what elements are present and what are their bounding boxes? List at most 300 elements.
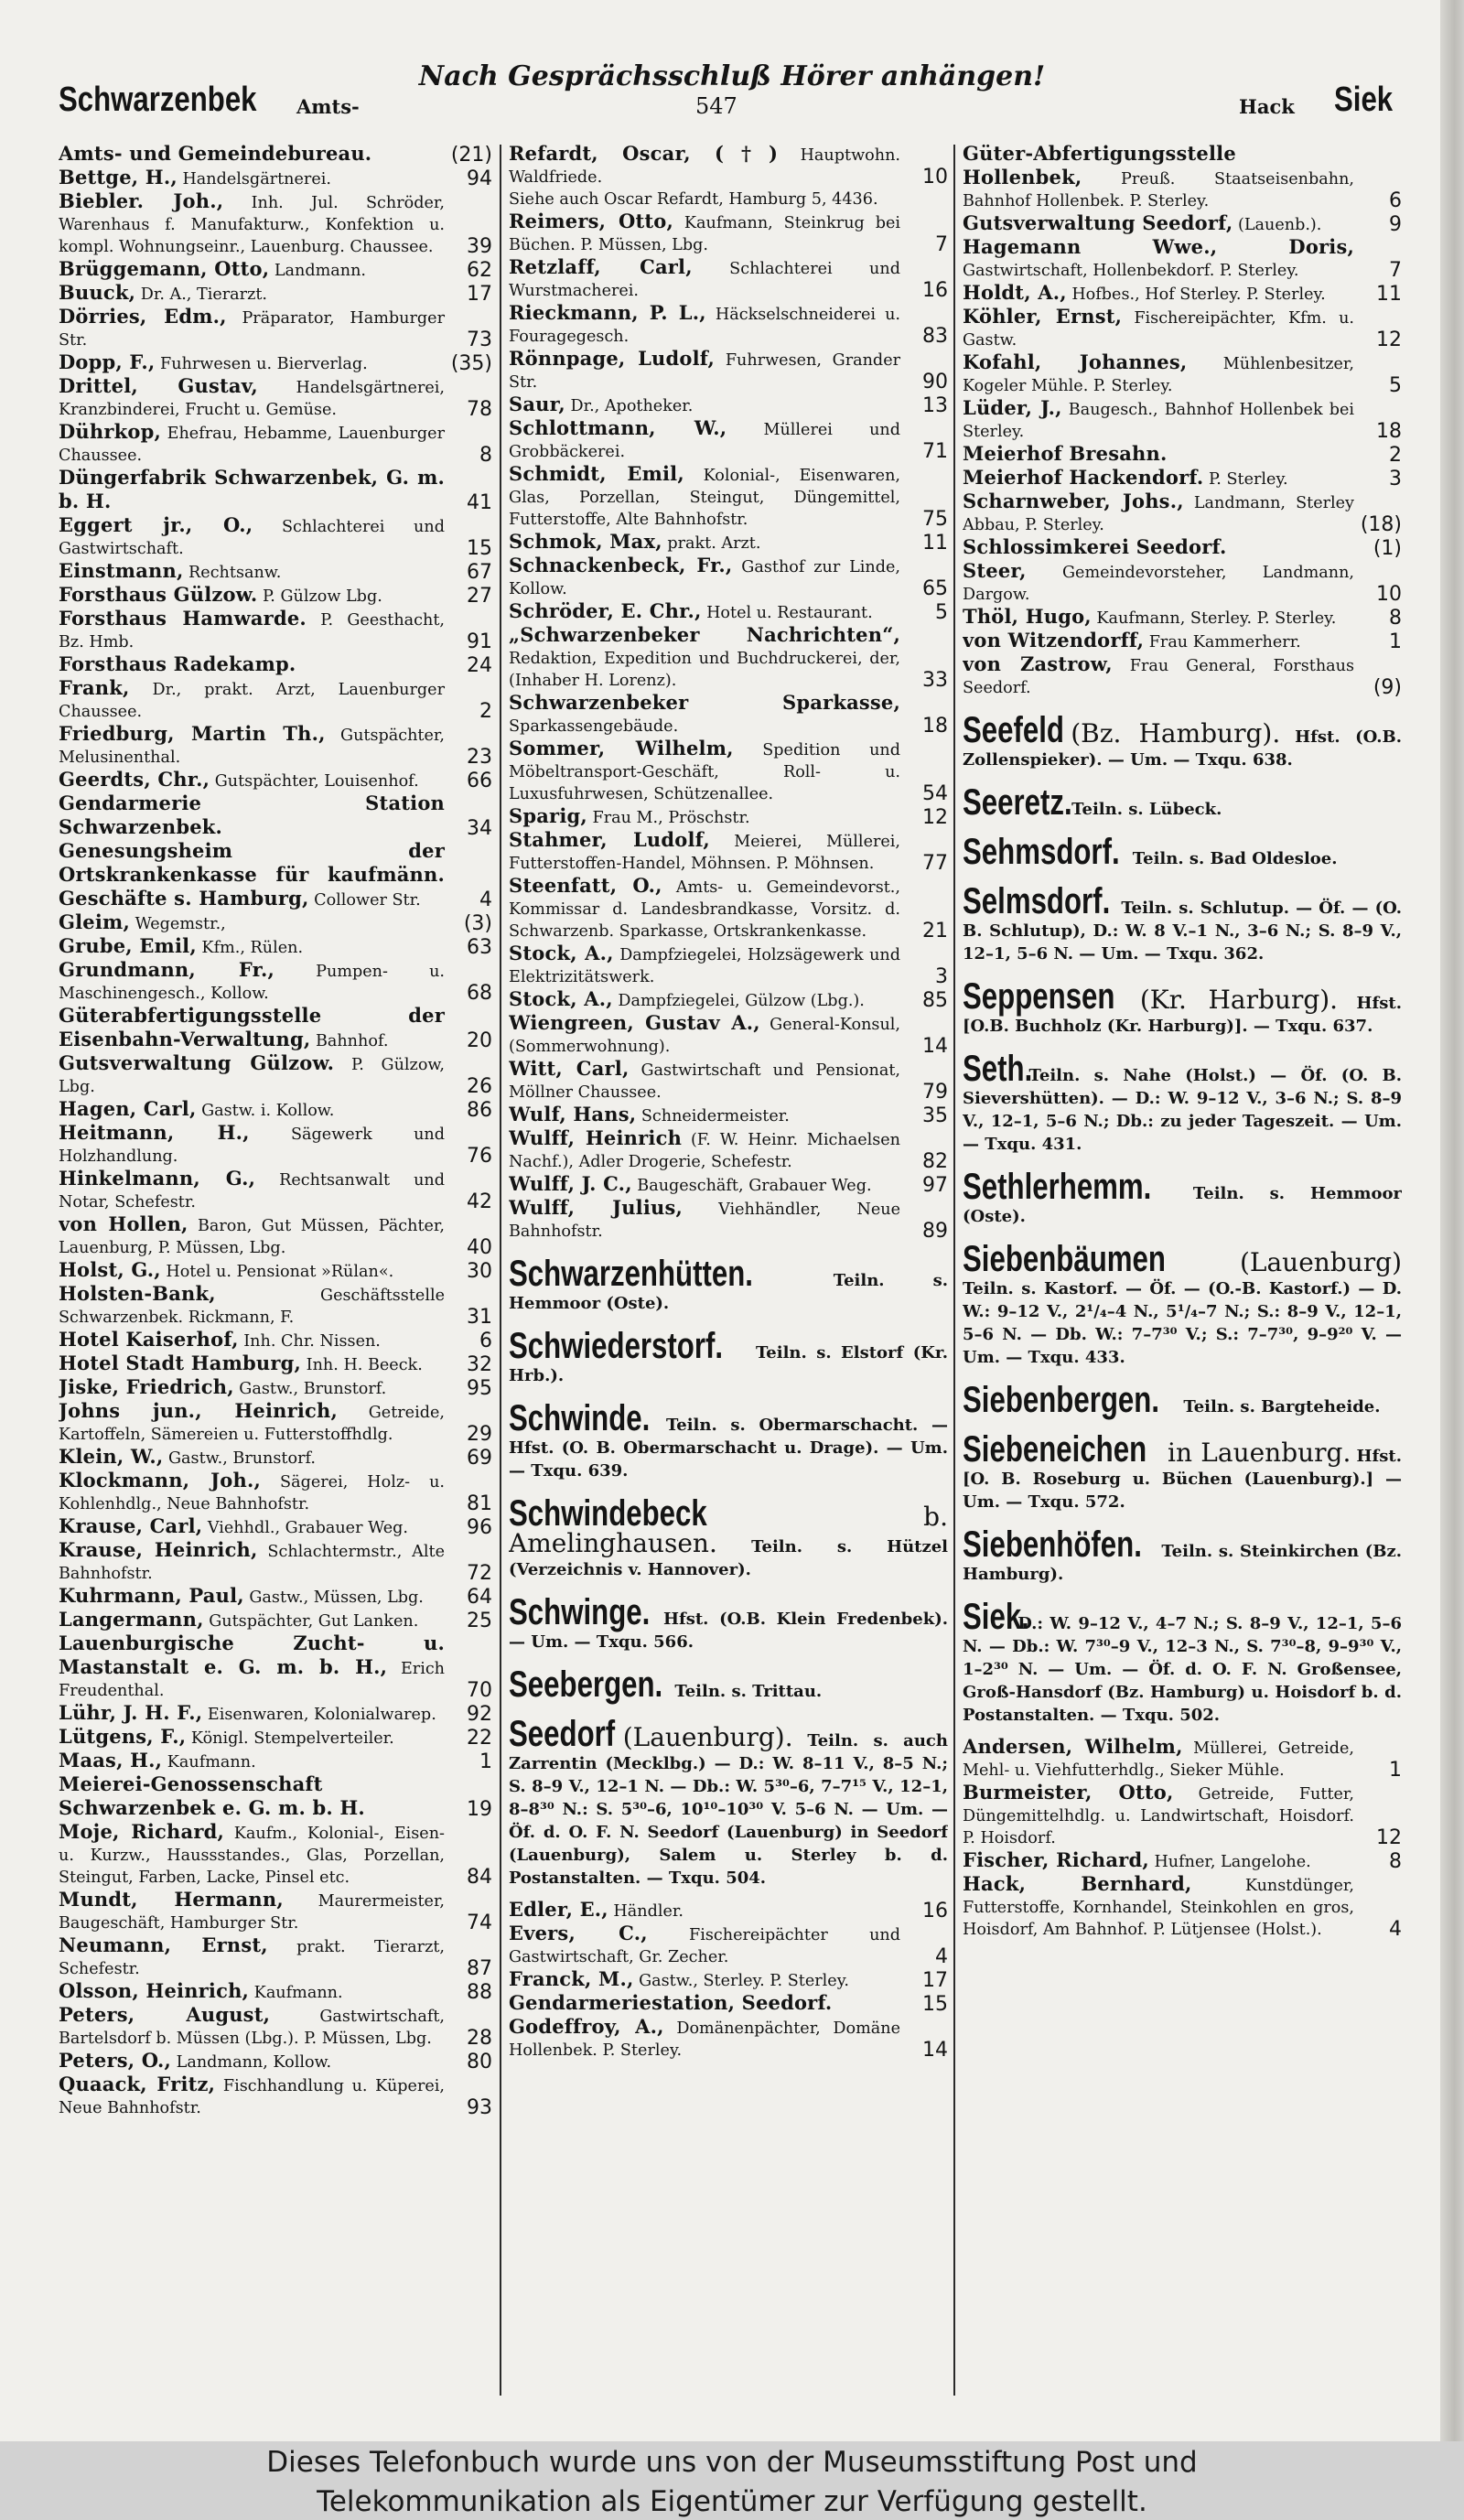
- phone-number: 77: [922, 852, 948, 875]
- subscriber-name: Kuhrmann, Paul,: [59, 1584, 244, 1607]
- subscriber-name: Wulf, Hans,: [509, 1103, 637, 1125]
- subscriber-details: Präparator, Hamburger Str.: [59, 309, 445, 350]
- column-2: [509, 143, 948, 2403]
- subscriber-name: Gutsverwaltung Seedorf,: [963, 211, 1233, 234]
- header-left-amt: Amts-: [296, 95, 360, 118]
- place-name: Seppensen: [963, 976, 1115, 1017]
- phone-number: 21: [922, 920, 948, 942]
- listing-entry: [59, 514, 492, 560]
- subscriber-details: Kunstdünger, Futterstoffe, Kornhandel, Steinkohlen en gros, Hoisdorf, Am Bahnhof. P. Lütjensee (Holst.).: [963, 1877, 1354, 1939]
- listing-entry: [509, 2016, 948, 2062]
- place-name: Schwinge.: [509, 1592, 651, 1632]
- place-heading: [509, 1326, 948, 1387]
- place-heading: [509, 1254, 948, 1315]
- subscriber-name: Genesungsheim der Ortskrankenkasse für kaufmänn. Geschäfte s. Hamburg,: [59, 839, 445, 910]
- page-header: [0, 0, 1464, 137]
- subscriber-name: Schnackenbeck, Fr.,: [509, 554, 733, 576]
- subscriber-details: Kaufmann.: [167, 1753, 256, 1772]
- listing-entry: [509, 210, 948, 256]
- place-name: Selmsdorf.: [963, 881, 1111, 921]
- phone-number: 6: [479, 1330, 492, 1352]
- phone-number: 54: [922, 782, 948, 805]
- listing-entry: [59, 1609, 492, 1632]
- subscriber-name: Rönnpage, Ludolf,: [509, 347, 716, 370]
- listing-entry: [509, 1899, 948, 1922]
- phone-number: 1: [1389, 1759, 1402, 1782]
- subscriber-name: Steer,: [963, 559, 1027, 582]
- subscriber-details: Gastw., Brunstorf.: [239, 1380, 387, 1398]
- subscriber-name: Düngerfabrik Schwarzenbek, G. m. b. H.: [59, 466, 445, 512]
- phone-number: (18): [1360, 513, 1402, 536]
- subscriber-name: Wulff, Heinrich: [509, 1126, 683, 1149]
- phone-number: 8: [1389, 1850, 1402, 1873]
- place-name: Sehmsdorf.: [963, 832, 1120, 872]
- phone-number: 79: [922, 1081, 948, 1104]
- phone-number: 97: [922, 1174, 948, 1197]
- subscriber-name: Hotel Stadt Hamburg,: [59, 1352, 302, 1374]
- phone-number: 27: [467, 585, 492, 608]
- subscriber-details: Maurermeister, Baugeschäft, Hamburger Str.: [59, 1892, 446, 1933]
- listing-entry: [509, 988, 948, 1012]
- place-service-info: Teiln. s. Kastorf. — Öf. — (O.-B. Kastorf.) — D. W.: 9–12 V., 2¹/₄–4 N., 5¹/₄–7 N.; S.: 8–9 V., 12–1, 5–6 N. — Db. W.: 7–7³⁰ V.; S.: 7–7³⁰, 9–9²⁰ V. — Um. — Txqu. 433.: [963, 1279, 1402, 1367]
- listing-entry: [59, 911, 492, 935]
- place-heading: [963, 710, 1402, 771]
- subscriber-details: Sägewerk und Holzhandlung.: [59, 1125, 446, 1166]
- listing-entry: [509, 1012, 948, 1058]
- subscriber-name: Schröder, E. Chr.,: [509, 599, 702, 622]
- listing-group: [963, 1736, 1402, 1941]
- phone-number: 78: [467, 398, 492, 421]
- phone-number: 3: [935, 965, 948, 988]
- phone-number: 89: [922, 1220, 948, 1243]
- place-service-info: Teiln. s. Bargteheide.: [1183, 1397, 1381, 1416]
- listing-entry: [59, 375, 492, 421]
- place-name: Siebenhöfen.: [963, 1524, 1142, 1565]
- subscriber-name: Lüder, J.,: [963, 396, 1062, 419]
- listing-entry: [963, 143, 1402, 212]
- listing-entry: [59, 1934, 492, 1980]
- phone-number: 28: [467, 2027, 492, 2050]
- phone-number: (1): [1372, 537, 1402, 560]
- subscriber-name: Schmok, Max,: [509, 530, 662, 553]
- subscriber-details: Frau General, Forsthaus Seedorf.: [963, 657, 1355, 697]
- place-heading: [963, 1524, 1402, 1586]
- listing-entry: [59, 2004, 492, 2050]
- subscriber-details: Dr., Apotheker.: [570, 397, 694, 415]
- place-service-info: Teiln. s. Hützel (Verzeichnis v. Hannover).: [509, 1537, 948, 1579]
- subscriber-name: Reimers, Otto,: [509, 210, 673, 232]
- listing-entry: [963, 212, 1402, 236]
- subscriber-name: Peters, O.,: [59, 2049, 172, 2072]
- listing-entry: [509, 1922, 948, 1968]
- subscriber-name: Holsten-Bank,: [59, 1282, 216, 1305]
- place-qualifier: (Bz. Hamburg).: [1071, 718, 1281, 748]
- subscriber-name: Maas, H.,: [59, 1749, 163, 1772]
- phone-number: 29: [467, 1423, 492, 1446]
- listing-entry: [59, 1585, 492, 1609]
- phone-number: 84: [467, 1866, 492, 1889]
- place-name: Sethlerhemm.: [963, 1167, 1152, 1207]
- header-notice: Nach Gesprächsschluß Hörer anhängen!: [418, 60, 1046, 92]
- subscriber-name: Schlottmann, W.,: [509, 416, 727, 439]
- column-divider: [500, 145, 501, 2396]
- listing-entry: [963, 490, 1402, 536]
- listing-entry: [59, 2050, 492, 2073]
- subscriber-details: Geschäftsstelle Schwarzenbek. Rickmann, F.: [59, 1287, 445, 1327]
- subscriber-details: Frau M., Pröschstr.: [592, 809, 750, 827]
- subscriber-name: Forsthaus Radekamp.: [59, 652, 296, 675]
- subscriber-details: Kaufmann.: [253, 1984, 343, 2002]
- subscriber-details: Collower Str.: [314, 891, 421, 910]
- subscriber-details: Landmann, Sterley Abbau, P. Sterley.: [963, 494, 1354, 534]
- place-heading: [509, 1664, 948, 1705]
- subscriber-name: Gendarmeriestation, Seedorf.: [509, 1991, 833, 2014]
- subscriber-name: Sommer, Wilhelm,: [509, 737, 734, 759]
- phone-number: 6: [1389, 189, 1402, 212]
- listing-entry: [509, 393, 948, 417]
- subscriber-details: Hotel u. Pensionat »Rülan«.: [166, 1263, 394, 1281]
- listing-entry: [59, 1005, 492, 1052]
- phone-number: 8: [1389, 607, 1402, 630]
- place-heading: [509, 1493, 948, 1581]
- subscriber-name: Stock, A.,: [509, 987, 613, 1010]
- subscriber-name: Meierhof Hackendorf.: [963, 466, 1204, 489]
- phone-number: 12: [922, 806, 948, 829]
- subscriber-name: Godeffroy, A.,: [509, 2015, 664, 2038]
- phone-number: 86: [467, 1099, 492, 1122]
- place-name: Seebergen.: [509, 1664, 663, 1705]
- subscriber-details: Dampfziegelei, Gülzow (Lbg.).: [618, 992, 865, 1010]
- subscriber-name: Amts- und Gemeindebureau.: [59, 143, 372, 165]
- phone-number: 35: [922, 1104, 948, 1127]
- subscriber-details: P. Gülzow Lbg.: [263, 587, 382, 606]
- place-name: Schwiederstorf.: [509, 1326, 724, 1366]
- listing-entry: [509, 531, 948, 555]
- listing-entry: [509, 348, 948, 393]
- listing-entry: [963, 606, 1402, 630]
- phone-number: 40: [467, 1236, 492, 1259]
- subscriber-name: Schwarzenbeker Sparkasse,: [509, 691, 900, 714]
- subscriber-details: Landmann.: [274, 262, 367, 280]
- subscriber-details: Gutspächter, Louisenhof.: [214, 772, 419, 791]
- subscriber-name: Friedburg, Martin Th.,: [59, 722, 326, 745]
- phone-number: 2: [1389, 444, 1402, 467]
- place-service-info: Teiln. s. Obermarschacht. — Hfst. (O. B. Obermarschacht u. Drage). — Um. — Txqu. 639.: [509, 1416, 948, 1481]
- place-name: Siebenbergen.: [963, 1380, 1159, 1420]
- place-service-info: Teiln. s. auch Zarrentin (Mecklbg.) — D.: W. 8–11 V., 8–5 N.; S. 8–9 V., 12–1 N. — Db.: W. 5³⁰–6, 7–7¹⁵ V., 12–1, 8–8³⁰ N.: S. 5³⁰–6, 10¹⁰–10³⁰ V. 5–6 N. — Um. — Öf. d. O. F. N. Seedorf (Lauenburg) in Seedorf (Lauenburg), Salem u. Sterley b. d. Postanstalten. — Txqu. 504.: [509, 1731, 948, 1888]
- place-service-info: Teiln. s. Trittau.: [674, 1682, 823, 1701]
- phone-number: 13: [922, 394, 948, 417]
- subscriber-details: Gastwirtschaft und Pensionat, Möllner Chaussee.: [509, 1061, 900, 1102]
- subscriber-details: Gutspächter, Melusinenthal.: [59, 727, 445, 767]
- subscriber-name: Schlossimkerei Seedorf.: [963, 535, 1227, 558]
- subscriber-name: Frank,: [59, 676, 130, 699]
- listing-entry: [509, 302, 948, 348]
- place-heading: [963, 1049, 1402, 1156]
- listing-entry: [963, 630, 1402, 653]
- subscriber-name: Güter-Abfertigungsstelle Hollenbek,: [963, 143, 1236, 188]
- phone-number: 90: [922, 371, 948, 393]
- subscriber-name: Meierhof Bresahn.: [963, 442, 1168, 465]
- subscriber-details: prakt. Tierarzt, Schefestr.: [59, 1938, 446, 1978]
- subscriber-details: Kaufmann, Steinkrug bei Büchen. P. Müssen, Lbg.: [509, 214, 900, 254]
- phone-number: 76: [467, 1145, 492, 1168]
- listing-entry: [59, 167, 492, 190]
- subscriber-name: Scharnweber, Johs.,: [963, 490, 1184, 512]
- phone-number: 14: [922, 1035, 948, 1058]
- subscriber-details: P. Sterley.: [1209, 470, 1288, 489]
- subscriber-name: Dührkop,: [59, 420, 161, 443]
- subscriber-name: Wulff, J. C.,: [509, 1172, 632, 1195]
- subscriber-details: Fischhandlung u. Küperei, Neue Bahnhofstr.: [59, 2077, 445, 2117]
- place-service-info: Hfst. [O. B. Roseburg u. Büchen (Lauenburg).] — Um. — Txqu. 572.: [963, 1447, 1402, 1512]
- listing-entry: [963, 653, 1402, 699]
- listing-entry: [59, 959, 492, 1005]
- subscriber-name: Forsthaus Gülzow.: [59, 583, 258, 606]
- column-1: [59, 143, 492, 2403]
- phone-number: 11: [1376, 283, 1402, 306]
- subscriber-details: Sparkassengebäude.: [509, 717, 679, 736]
- subscriber-details: General-Konsul, (Sommerwohnung).: [509, 1016, 900, 1056]
- listing-entry: [59, 1750, 492, 1773]
- phone-number: 74: [467, 1912, 492, 1934]
- page-edge: [1440, 0, 1464, 2441]
- subscriber-details: Baugesch., Bahnhof Hollenbek bei Sterley.: [963, 401, 1355, 441]
- listing-entry: [509, 600, 948, 624]
- subscriber-details: Ehefrau, Hebamme, Lauenburger Chaussee.: [59, 425, 446, 465]
- subscriber-name: Dopp, F.,: [59, 350, 156, 373]
- column-divider: [953, 145, 955, 2396]
- listing-entry: [509, 1127, 948, 1173]
- phone-number: 72: [467, 1562, 492, 1585]
- subscriber-name: Lütgens, F.,: [59, 1725, 187, 1748]
- subscriber-details: Müllerei, Getreide, Mehl- u. Viehfutterhdlg., Sieker Mühle.: [963, 1739, 1355, 1780]
- phone-number: 92: [467, 1703, 492, 1726]
- listing-entry: [509, 1992, 948, 2016]
- footer-notice: [0, 2441, 1464, 2520]
- footer-line-1: Dieses Telefonbuch wurde uns von der Museumsstiftung Post und: [266, 2446, 1198, 2479]
- subscriber-details: Gastw., Sterley. P. Sterley.: [639, 1972, 849, 1990]
- listing-entry: [59, 1213, 492, 1259]
- listing-entry: [509, 1058, 948, 1104]
- subscriber-details: Hauptwohn. Waldfriede.: [509, 146, 900, 187]
- subscriber-name: Holst, G.,: [59, 1258, 161, 1281]
- subscriber-details: Pumpen- u. Maschinengesch., Kollow.: [59, 963, 445, 1003]
- phone-number: (35): [450, 352, 492, 375]
- subscriber-details: Handelsgärtnerei, Kranzbinderei, Frucht u. Gemüse.: [59, 379, 445, 419]
- phone-number: 65: [922, 577, 948, 600]
- subscriber-details: Hofbes., Hof Sterley. P. Sterley.: [1071, 285, 1326, 304]
- subscriber-details: Gasthof zur Linde, Kollow.: [509, 558, 901, 598]
- place-service-info: Teiln. s. Hemmoor (Oste).: [509, 1271, 948, 1313]
- subscriber-details: Gastw., Müssen, Lbg.: [249, 1588, 424, 1607]
- subscriber-name: Quaack, Fritz,: [59, 2073, 216, 2095]
- subscriber-name: Grundmann, Fr.,: [59, 958, 275, 981]
- phone-number: 85: [922, 989, 948, 1012]
- listing-entry: [59, 1726, 492, 1750]
- phone-number: 68: [467, 982, 492, 1005]
- subscriber-name: Hinkelmann, G.,: [59, 1167, 256, 1190]
- listing-group: [509, 1899, 948, 2062]
- phone-number: 91: [467, 630, 492, 653]
- subscriber-name: Brüggemann, Otto,: [59, 257, 270, 280]
- phone-number: 64: [467, 1586, 492, 1609]
- subscriber-details: Hotel u. Restaurant.: [706, 604, 873, 622]
- subscriber-name: Lühr, J. H. F.,: [59, 1701, 203, 1724]
- phone-number: 1: [1389, 630, 1402, 653]
- place-heading: [509, 1714, 948, 1890]
- subscriber-name: Hagemann Wwe., Doris,: [963, 235, 1354, 258]
- subscriber-name: Gendarmerie Station Schwarzenbek.: [59, 792, 445, 838]
- place-heading: [963, 881, 1402, 965]
- place-name: Seedorf: [509, 1714, 616, 1754]
- phone-number: 80: [467, 2051, 492, 2073]
- place-name: Schwarzenhütten.: [509, 1254, 753, 1294]
- place-heading: [509, 1592, 948, 1653]
- listing-entry: [59, 792, 492, 840]
- subscriber-name: Forsthaus Hamwarde.: [59, 607, 307, 630]
- place-qualifier: (Kr. Harburg).: [1139, 985, 1339, 1015]
- listing-entry: [59, 677, 492, 723]
- subscriber-name: Steenfatt, O.,: [509, 874, 662, 897]
- listing-group: [963, 143, 1402, 699]
- place-heading: [963, 1429, 1402, 1513]
- place-service-info: Teiln. s. Schlutup. — Öf. — (O. B. Schlutup), D.: W. 8 V.–1 N., 3–6 N.; S. 8–9 V., 12–1, 5–6 N. — Um. — Txqu. 362.: [963, 899, 1402, 964]
- subscriber-details: Handelsgärtnerei.: [182, 170, 331, 188]
- place-name: Seeretz.: [963, 782, 1072, 823]
- place-qualifier: b. Amelinghausen.: [509, 1502, 948, 1558]
- place-service-info: Teiln. s. Bad Oldesloe.: [1132, 849, 1338, 868]
- subscriber-details: Viehhdl., Grabauer Weg.: [207, 1519, 409, 1537]
- subscriber-details: Rechtsanw.: [188, 564, 282, 582]
- phone-number: 87: [467, 1957, 492, 1980]
- subscriber-name: Wiengreen, Gustav A.,: [509, 1011, 760, 1034]
- phone-number: 4: [935, 1945, 948, 1968]
- subscriber-name: Refardt, Oscar, (†): [509, 143, 779, 165]
- phone-number: 69: [467, 1447, 492, 1470]
- phone-number: (9): [1372, 676, 1402, 699]
- subscriber-details: Gutspächter, Gut Lanken.: [209, 1612, 419, 1631]
- subscriber-details: Redaktion, Expedition und Buchdruckerei, der, (Inhaber H. Lorenz).: [509, 650, 900, 690]
- subscriber-name: Stahmer, Ludolf,: [509, 828, 710, 851]
- phone-number: 14: [922, 2039, 948, 2062]
- place-group: [963, 710, 1402, 1727]
- subscriber-details: Eisenwaren, Kolonialwarep.: [207, 1706, 436, 1724]
- subscriber-details: Schneidermeister.: [640, 1107, 790, 1125]
- phone-number: 17: [467, 283, 492, 306]
- subscriber-name: Mundt, Hermann,: [59, 1888, 284, 1911]
- listing-entry: [59, 1446, 492, 1470]
- listing-entry: [59, 560, 492, 584]
- listing-entry: [59, 1632, 492, 1702]
- subscriber-name: Hagen, Carl,: [59, 1097, 197, 1120]
- phone-number: 71: [922, 440, 948, 463]
- subscriber-name: Sparig,: [509, 804, 587, 827]
- listing-entry: [509, 417, 948, 463]
- subscriber-name: Klockmann, Joh.,: [59, 1469, 262, 1492]
- listing-entry: [509, 555, 948, 600]
- listing-group: [59, 143, 492, 2119]
- subscriber-details: Frau Kammerherr.: [1148, 633, 1301, 652]
- listing-entry: [963, 351, 1402, 397]
- subscriber-name: Moje, Richard,: [59, 1820, 224, 1843]
- subscriber-name: Saur,: [509, 393, 565, 415]
- place-name: Siebeneichen: [963, 1429, 1147, 1470]
- listing-entry: [509, 738, 948, 805]
- subscriber-details: Hufner, Langelohe.: [1154, 1853, 1311, 1871]
- phone-number: 4: [1389, 1918, 1402, 1941]
- subscriber-name: Krause, Carl,: [59, 1514, 203, 1537]
- subscriber-details: (Lauenb.).: [1237, 216, 1322, 234]
- subscriber-details: Fischereipächter und Gastwirtschaft, Gr. Zecher.: [509, 1926, 900, 1966]
- listing-entry: [59, 1329, 492, 1352]
- listing-entry: [963, 1782, 1402, 1849]
- phone-number: 4: [479, 888, 492, 911]
- phone-number: 1: [479, 1750, 492, 1773]
- listing-entry: [59, 190, 492, 258]
- listing-entry: [59, 306, 492, 351]
- subscriber-name: Gutsverwaltung Gülzow.: [59, 1051, 335, 1074]
- listing-entry: [59, 1470, 492, 1515]
- listing-entry: [59, 421, 492, 467]
- listing-entry: [59, 584, 492, 608]
- subscriber-details: Häckselschneiderei u. Fouragegesch.: [509, 306, 901, 346]
- listing-entry: [59, 1702, 492, 1726]
- listing-entry: [509, 1968, 948, 1992]
- subscriber-name: Güterabfertigungsstelle der Eisenbahn-Verwaltung,: [59, 1004, 445, 1050]
- subscriber-name: Schmidt, Emil,: [509, 462, 684, 485]
- subscriber-details: Kaufmann, Sterley. P. Sterley.: [1096, 609, 1337, 628]
- subscriber-details: Gastw., Brunstorf.: [168, 1449, 316, 1468]
- listing-group: [509, 143, 948, 1243]
- listing-entry: [59, 1821, 492, 1889]
- subscriber-details: Gastw. i. Kollow.: [201, 1102, 335, 1120]
- phone-number: 7: [1389, 259, 1402, 282]
- listing-entry: [963, 1873, 1402, 1941]
- subscriber-name: Rieckmann, P. L.,: [509, 301, 706, 324]
- listing-entry: [59, 935, 492, 959]
- place-name: Siek.: [963, 1597, 1029, 1637]
- listing-entry: [509, 624, 948, 692]
- listing-entry: [509, 692, 948, 738]
- phone-number: 39: [467, 235, 492, 258]
- subscriber-details: Dampfziegelei, Holzsägewerk und Elektrizitätswerk.: [509, 946, 900, 986]
- listing-entry: [963, 236, 1402, 282]
- place-heading: [963, 782, 1402, 823]
- listing-entry: [59, 1539, 492, 1585]
- subscriber-name: Witt, Carl,: [509, 1057, 630, 1080]
- subscriber-details: Baron, Gut Müssen, Pächter, Lauenburg, P. Müssen, Lbg.: [59, 1217, 446, 1257]
- subscriber-name: Heitmann, H.,: [59, 1121, 250, 1144]
- listing-entry: [963, 560, 1402, 606]
- phone-number: 75: [922, 508, 948, 531]
- subscriber-name: „Schwarzenbeker Nachrichten“,: [509, 623, 900, 646]
- listing-entry: [59, 2073, 492, 2119]
- phone-number: 7: [935, 233, 948, 256]
- subscriber-name: Krause, Heinrich,: [59, 1538, 258, 1561]
- phone-number: 17: [922, 1969, 948, 1992]
- subscriber-name: Holdt, A.,: [963, 281, 1067, 304]
- listing-entry: [59, 467, 492, 514]
- listing-entry: [59, 1168, 492, 1213]
- phone-number: 10: [1376, 583, 1402, 606]
- header-right-hack: Hack: [1239, 95, 1295, 118]
- listing-entry: [59, 1376, 492, 1400]
- subscriber-name: Johns jun., Heinrich,: [59, 1399, 338, 1422]
- listing-entry: [59, 1400, 492, 1446]
- phone-number: 34: [467, 817, 492, 840]
- listing-entry: [59, 1515, 492, 1539]
